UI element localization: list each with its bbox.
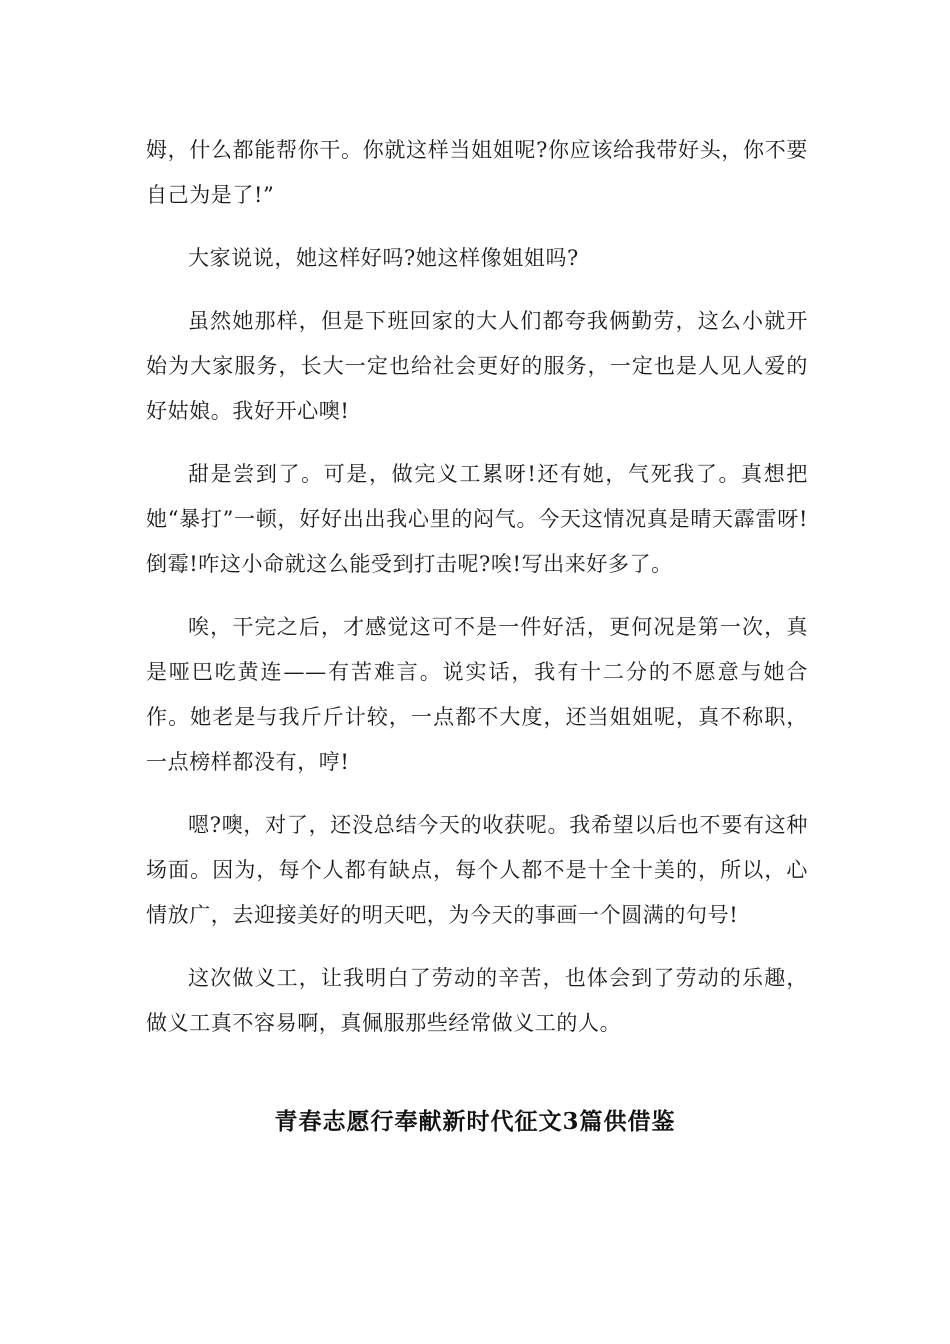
paragraph: 唉，干完之后，才感觉这可不是一件好活，更何况是第一次，真是哑巴吃黄连——有苦难言。说实话，我有十二分的不愿意与她合作。她老是与我斤斤计较，一点都不大度，还当姐姐呢，真不称职，一点榜样都没有，哼! <box>146 615 808 774</box>
section-heading: 青春志愿行奉献新时代征文3篇供借鉴 <box>274 1108 676 1135</box>
paragraph: 大家说说，她这样好吗?她这样像姐姐吗? <box>188 246 579 270</box>
paragraph: 嗯?噢，对了，还没总结今天的收获呢。我希望以后也不要有这种场面。因为，每个人都有缺点，每个人都不是十全十美的，所以，心情放广，去迎接美好的明天吧，为今天的事画一个圆满的句号! <box>146 813 808 927</box>
paragraph-continuation: 姆，什么都能帮你干。你就这样当姐姐呢?你应该给我带好头，你不要自己为是了!” <box>146 138 808 207</box>
paragraph: 虽然她那样，但是下班回家的大人们都夸我俩勤劳，这么小就开始为大家服务，长大一定也给社会更好的服务，一定也是人见人爱的好姑娘。我好开心噢! <box>146 309 808 423</box>
paragraph: 这次做义工，让我明白了劳动的辛苦，也体会到了劳动的乐趣，做义工真不容易啊，真佩服那些经常做义工的人。 <box>146 966 808 1035</box>
document-body <box>146 128 808 1064</box>
paragraph: 甜是尝到了。可是，做完义工累呀!还有她，气死我了。真想把她“暴打”一顿，好好出出我心里的闷气。今天这情况真是晴天霹雷呀!倒霉!咋这小命就这么能受到打击呢?唉!写出来好多了。 <box>146 462 808 576</box>
